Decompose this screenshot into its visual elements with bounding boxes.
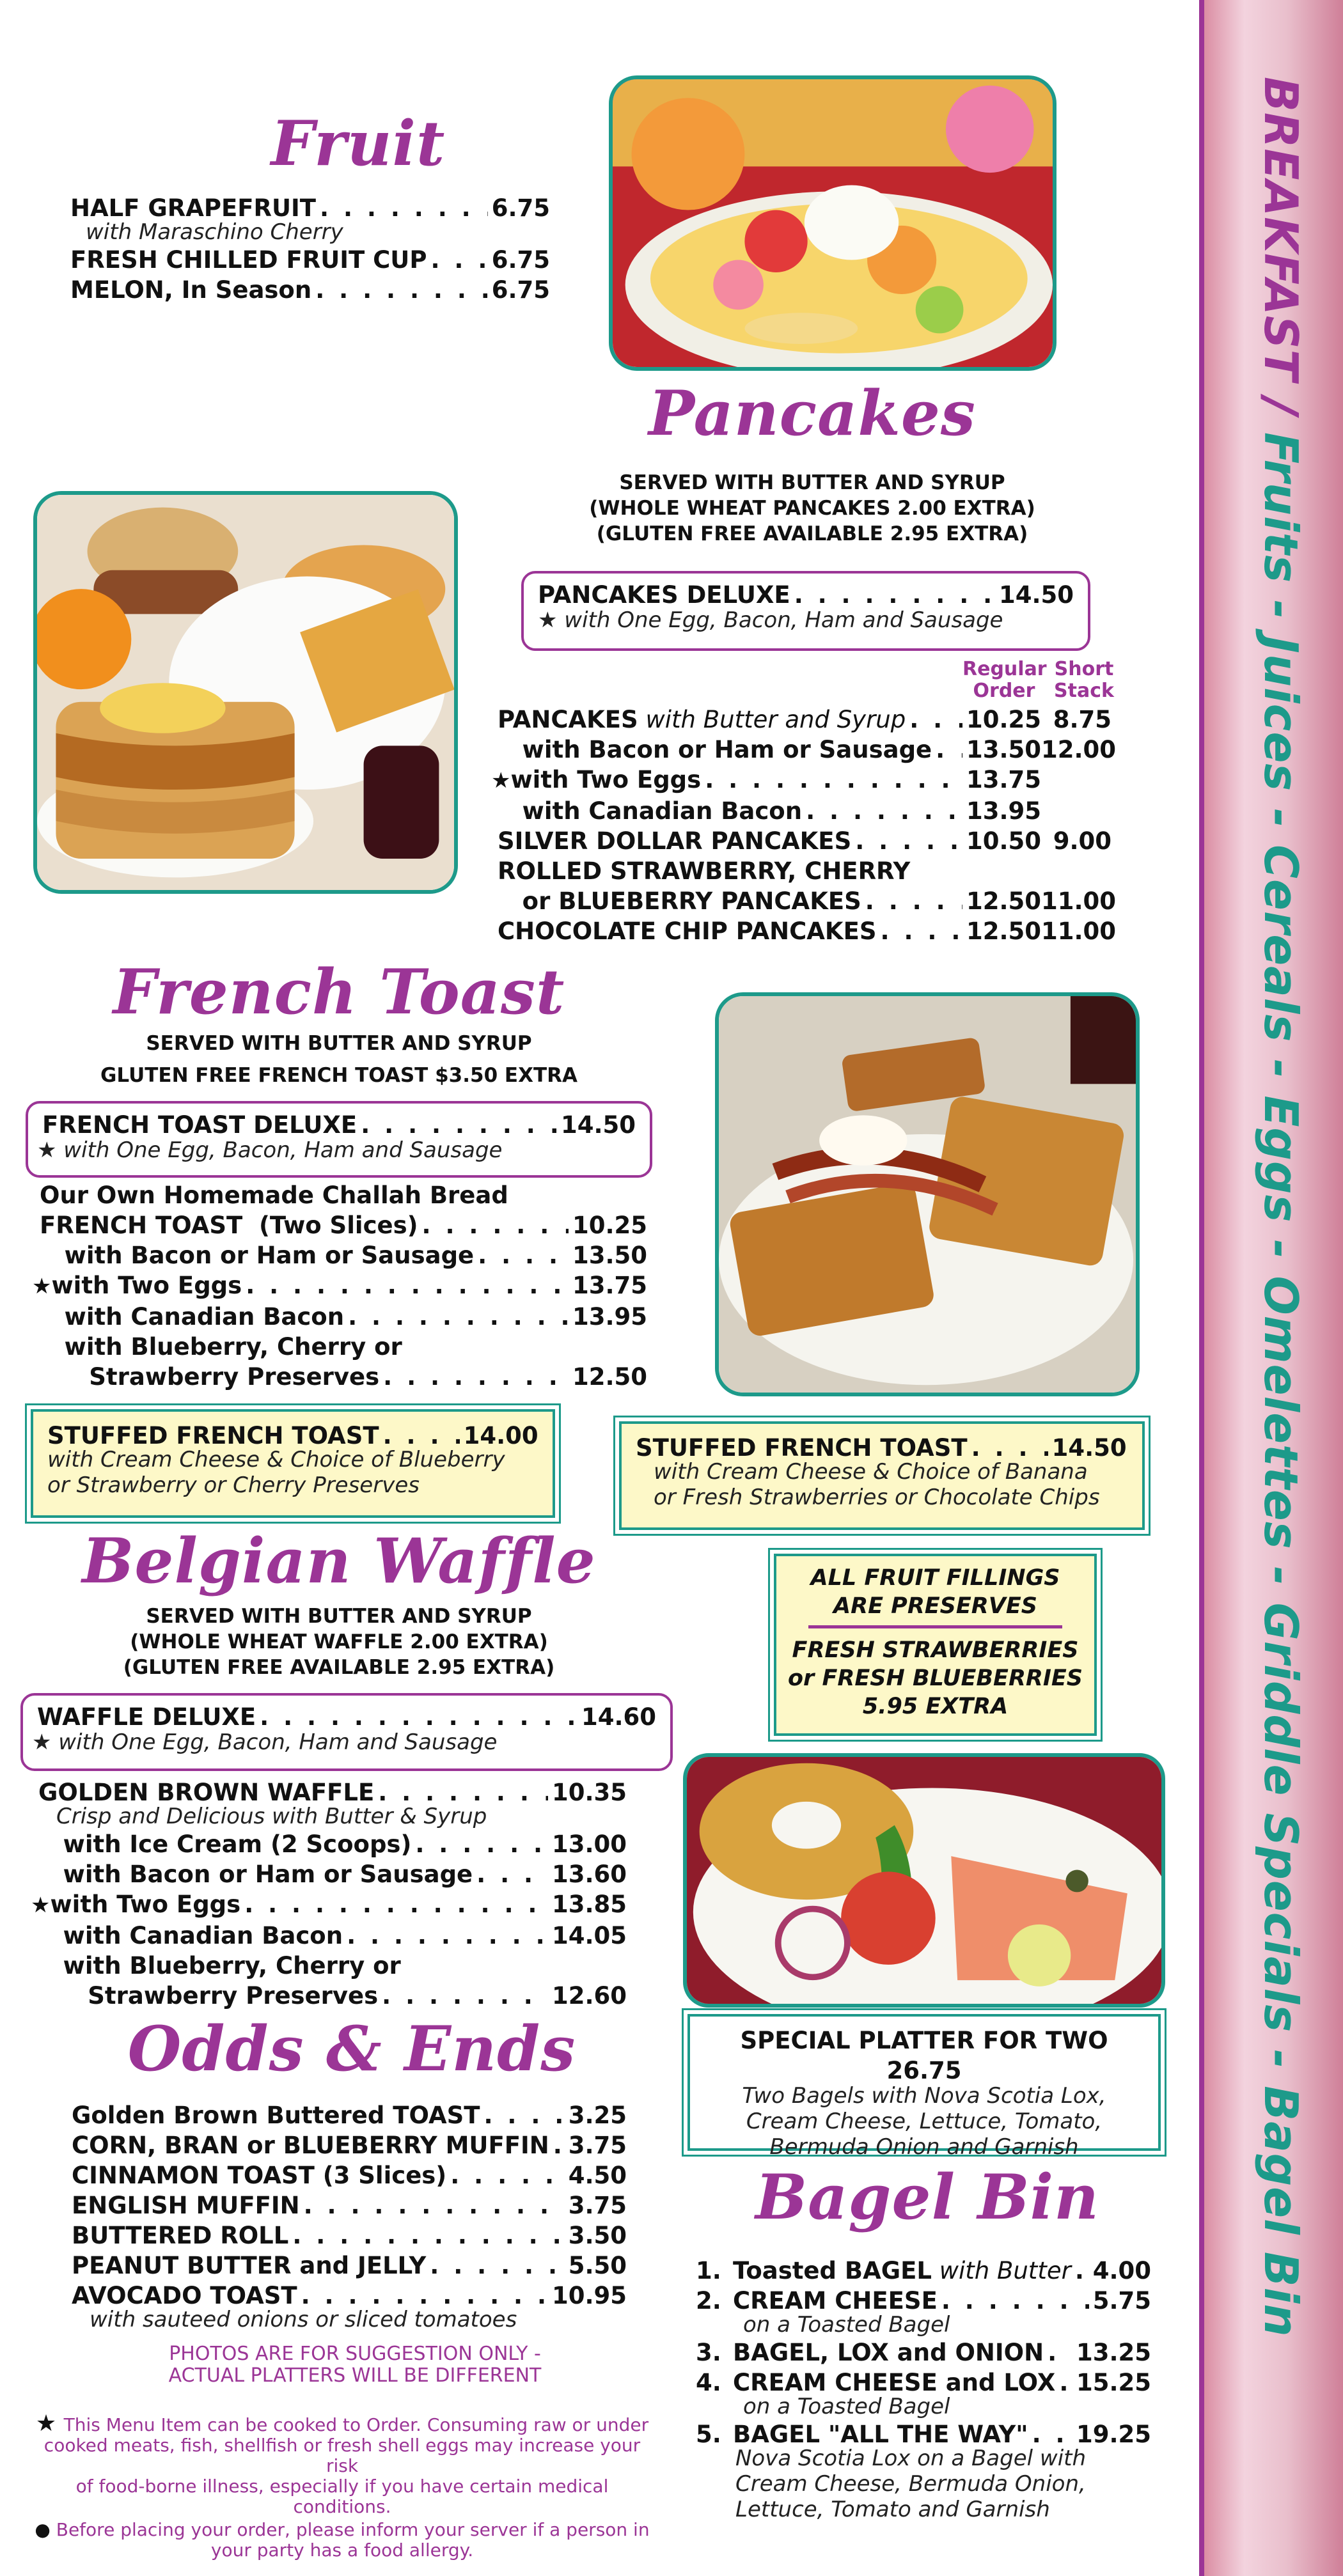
menu-item [32,1270,647,1302]
item-note: Two Bagels with Nova Scotia Lox, [742,2083,1106,2109]
item-price: 13.75 [966,766,1041,793]
item-price: 12.60 [551,1982,627,2010]
waffle-deluxe-box [20,1693,673,1771]
item-price: 13.50 [572,1242,647,1269]
fillings-line: or FRESH BLUEBERRIES [788,1666,1083,1691]
item-price: 4.00 [1092,2257,1151,2284]
star-icon: ★ [491,768,511,793]
item-note: Crisp and Delicious with Butter & Syrup [56,1804,487,1829]
item-name: ROLLED STRAWBERRY, CHERRY [498,857,911,885]
item-note: on a Toasted Bagel [743,2394,950,2419]
item-price: 6.75 [491,276,550,304]
item-name: BAGEL, LOX and ONION [733,2339,1044,2366]
menu-item [696,2338,1151,2368]
sidebar-heading-prefix: BREAKFAST / [1254,77,1308,416]
menu-item [40,1362,647,1392]
item-short-price: 11.00 [1041,917,1117,945]
sidebar-divider [1199,0,1204,2576]
menu-item [40,1302,647,1332]
item-price: 15.25 [1076,2369,1151,2396]
item-name: Golden Brown Buttered TOAST [72,2102,480,2129]
item-name: AVOCADO TOAST [72,2282,297,2309]
item-note: Cream Cheese, Bermuda Onion, [735,2471,1086,2497]
pancake-plate-photo [33,491,458,894]
menu-item [72,2221,627,2251]
pancakes-subtitle [563,470,1062,547]
star-icon: ★ [31,1893,51,1918]
item-note: Bermuda Onion and Garnish [769,2134,1079,2160]
menu-item [704,2026,1144,2086]
item-name: CINNAMON TOAST (3 Slices) [72,2162,447,2189]
french-toast-deluxe-box [26,1101,652,1178]
star-icon: ★ [538,607,565,633]
item-note: Lettuce, Tomato and Garnish [735,2497,1050,2522]
item-price: 14.50 [560,1111,636,1139]
item-number: 2. [696,2287,721,2314]
photos-disclaimer: PHOTOS ARE FOR SUGGESTION ONLY - ACTUAL PLATTERS WILL BE DIFFERENT [168,2343,542,2387]
french-toast-list [32,1180,647,1392]
menu-item [70,275,550,305]
item-price: 4.50 [568,2162,627,2189]
menu-item [38,1859,627,1889]
item-name: BAGEL "ALL THE WAY" [733,2421,1028,2448]
item-suffix: with Butter [931,2257,1071,2284]
bagel-list [696,2256,1151,2522]
odds-list [72,2100,627,2332]
item-name: MELON, In Season [70,276,312,304]
fruit-title: Fruit [271,107,446,180]
item-name: CHOCOLATE CHIP PANCAKES [498,917,877,945]
item-note: on a Toasted Bagel [743,2312,950,2338]
item-price: 10.50 [966,827,1041,855]
special-platter-box [687,2014,1161,2160]
french-toast-photo [715,992,1140,1396]
item-price: 10.95 [551,2282,627,2309]
item-short-price: 12.00 [1041,736,1117,763]
item-price: 14.05 [551,1922,627,1949]
subtitle-line: SERVED WITH BUTTER AND SYRUP [146,1605,532,1628]
star-icon: ★ [37,1137,64,1163]
item-name: or BLUEBERRY PANCAKES [498,887,861,915]
item-note: with sauteed onions or sliced tomatoes [90,2307,517,2332]
fruit-plate-photo [609,75,1056,371]
item-price: 3.75 [568,2132,627,2159]
col-regular-header: Regular Order [962,658,1047,702]
fillings-line: ARE PRESERVES [833,1593,1037,1619]
item-number: 4. [696,2369,721,2396]
item-name: with Canadian Bacon [40,1303,345,1331]
menu-item [31,1889,627,1921]
item-price: 14.60 [581,1703,656,1731]
item-short-price: 11.00 [1041,887,1117,915]
french-toast-title: French Toast [113,956,565,1028]
item-price: 5.75 [1092,2287,1151,2314]
item-name: with Bacon or Ham or Sausage [40,1242,475,1269]
menu-item [696,2286,1151,2316]
stuffed-french-toast-box-left [31,1409,555,1518]
item-name: PANCAKES [498,706,638,733]
item-note: ★ with One Egg, Bacon, Ham and Sausage [37,1137,503,1163]
subtitle-line: (GLUTEN FREE AVAILABLE 2.95 EXTRA) [123,1656,555,1679]
menu-item [38,1777,627,1807]
item-name: STUFFED FRENCH TOAST [636,1434,968,1462]
waffle-list [31,1777,627,2011]
item-name: with Blueberry, Cherry or [38,1952,401,1979]
item-note: with Cream Cheese & Choice of Banana [654,1459,1088,1485]
french-toast-subtitle [83,1031,595,1088]
item-price: 6.75 [491,246,550,274]
menu-item [696,2256,1151,2286]
food-safety-disclaimer: ★ This Menu Item can be cooked to Order. Consuming raw or under cooked meats, fish, shellfish or fresh shell eggs may increase your risk of food-borne illness, especially if you have certain medical conditions. ● Before placing your order, please inform your server if a person in your party has a food allergy. [35,2410,650,2561]
item-name: CREAM CHEESE and LOX [733,2369,1056,2396]
waffle-subtitle [83,1604,595,1680]
item-price: 13.85 [551,1891,627,1918]
item-price: 13.75 [572,1272,647,1299]
menu-item [491,765,1111,796]
item-name: Strawberry Preserves [38,1982,379,2010]
item-name: with Bacon or Ham or Sausage [498,736,932,763]
item-note: or Fresh Strawberries or Chocolate Chips [654,1485,1100,1510]
menu-item [696,2368,1151,2398]
item-name: CORN, BRAN or BLUEBERRY MUFFIN [72,2132,549,2159]
item-name: PANCAKES DELUXE [538,581,790,609]
bullet-icon: ● [35,2519,56,2540]
star-icon: ★ [35,2410,64,2437]
item-name: GOLDEN BROWN WAFFLE [38,1779,375,1806]
item-price: 13.00 [551,1831,627,1858]
item-note: Cream Cheese, Lettuce, Tomato, [746,2109,1103,2134]
menu-item [538,580,1074,610]
fillings-line: ALL FRUIT FILLINGS [810,1565,1060,1591]
item-price: 10.35 [551,1779,627,1806]
pancakes-title: Pancakes [648,377,976,449]
menu-item [498,886,1117,916]
waffle-title: Belgian Waffle [82,1525,596,1597]
menu-item [47,1421,538,1451]
fillings-divider [808,1625,1062,1628]
item-number: 3. [696,2339,721,2366]
item-note: ★ with One Egg, Bacon, Ham and Sausage [538,607,1003,633]
bagel-bin-title: Bagel Bin [755,2161,1099,2233]
menu-item [72,2130,627,2160]
item-name: SPECIAL PLATTER FOR TWO [740,2027,1108,2054]
item-price: 12.50 [966,887,1041,915]
menu-item [72,2281,627,2311]
menu-item [498,796,1111,826]
item-number: 5. [696,2421,721,2448]
item-name: Strawberry Preserves [40,1363,380,1391]
item-price: 14.50 [998,581,1074,609]
item-short-price: 9.00 [1053,827,1111,855]
subtitle-line: GLUTEN FREE FRENCH TOAST $3.50 EXTRA [100,1064,578,1087]
item-short-price: 8.75 [1053,706,1111,733]
item-price: 13.95 [966,797,1041,825]
item-price: 13.25 [1076,2339,1151,2366]
item-price: 13.50 [966,736,1041,763]
menu-item [636,1433,1128,1463]
item-name: with Ice Cream (2 Scoops) [38,1831,412,1858]
menu-item [498,826,1111,856]
menu-item [498,916,1117,946]
stuffed-french-toast-box-right [619,1421,1145,1530]
item-name: with Two Eggs [50,1891,241,1918]
subtitle-line: (WHOLE WHEAT WAFFLE 2.00 EXTRA) [130,1630,548,1653]
fruit-list [70,193,550,305]
menu-item [72,2100,627,2130]
item-suffix: with Butter and Syrup [638,706,906,733]
item-price: 19.25 [1076,2421,1151,2448]
item-price: 14.50 [1051,1434,1127,1462]
fillings-line: 5.95 EXTRA [862,1694,1009,1719]
fillings-box [774,1554,1097,1736]
odds-title: Odds & Ends [127,2013,576,2085]
menu-item [498,856,1111,886]
item-name: PEANUT BUTTER and JELLY [72,2252,427,2279]
item-name: Toasted BAGEL [733,2257,932,2284]
item-name: CREAM CHEESE [733,2287,938,2314]
menu-item [38,1829,627,1859]
item-number: 1. [696,2257,721,2284]
menu-intro: Our Own Homemade Challah Bread [40,1182,508,1209]
pancakes-list [491,705,1117,946]
item-price: 3.50 [568,2222,627,2249]
menu-item [40,1240,647,1270]
item-price: 5.50 [568,2252,627,2279]
item-name: FRESH CHILLED FRUIT CUP [70,246,427,274]
item-price: 3.25 [568,2102,627,2129]
item-price: 10.25 [966,706,1041,733]
fillings-line: FRESH STRAWBERRIES [792,1637,1079,1663]
item-name: with Two Eggs [51,1272,242,1299]
menu-item [72,2190,627,2221]
subtitle-line: SERVED WITH BUTTER AND SYRUP [619,471,1005,494]
item-note: with Cream Cheese & Choice of Blueberry [47,1447,505,1472]
subtitle-line: (GLUTEN FREE AVAILABLE 2.95 EXTRA) [596,522,1028,545]
item-name: FRENCH TOAST (Two Slices) [40,1212,418,1239]
menu-item [38,1981,627,2011]
item-name: with Canadian Bacon [38,1922,343,1949]
item-note: Nova Scotia Lox on a Bagel with [735,2446,1087,2471]
sidebar-heading-categories: Fruits - Juices - Cereals - Eggs - Omelettes - Griddle Specials - Bagel Bin [1254,415,1308,2338]
item-note: ★ with One Egg, Bacon, Ham and Sausage [32,1729,498,1755]
menu-item [38,1921,627,1951]
menu-item [70,245,550,275]
menu-item [72,2251,627,2281]
menu-item [72,2160,627,2190]
item-price: 13.60 [551,1861,627,1888]
item-name: with Bacon or Ham or Sausage [38,1861,473,1888]
item-price: 14.00 [463,1422,538,1449]
subtitle-line: (WHOLE WHEAT PANCAKES 2.00 EXTRA) [589,497,1035,520]
menu-item [37,1702,656,1732]
bagel-lox-photo [683,1753,1165,2008]
menu-item [498,705,1111,735]
sidebar-heading [1237,77,1308,2506]
star-icon: ★ [32,1274,52,1299]
menu-item [38,1951,627,1981]
item-name: SILVER DOLLAR PANCAKES [498,827,852,855]
col-short-header: Short Stack [1054,658,1114,702]
item-name: with Blueberry, Cherry or [40,1333,402,1361]
item-name: HALF GRAPEFRUIT [70,194,317,222]
item-price: 12.50 [966,917,1041,945]
menu-item [42,1110,636,1140]
item-name: ENGLISH MUFFIN [72,2192,300,2219]
item-name: with Two Eggs [510,766,702,793]
item-price: 26.75 [886,2057,962,2084]
item-name: WAFFLE DELUXE [37,1703,256,1731]
item-name: FRENCH TOAST DELUXE [42,1111,357,1139]
item-name: with Canadian Bacon [498,797,803,825]
star-icon: ★ [32,1729,59,1755]
item-note: or Strawberry or Cherry Preserves [47,1472,420,1498]
item-price: 3.75 [568,2192,627,2219]
menu-item [40,1210,647,1240]
menu-item [40,1332,647,1362]
menu-item [696,2419,1151,2449]
menu-item [70,193,550,223]
item-price: 12.50 [572,1363,647,1391]
item-name: BUTTERED ROLL [72,2222,289,2249]
subtitle-line: SERVED WITH BUTTER AND SYRUP [146,1032,532,1055]
item-price: 13.95 [572,1303,647,1331]
item-price: 10.25 [572,1212,647,1239]
item-name: STUFFED FRENCH TOAST [47,1422,379,1449]
item-price: 6.75 [491,194,550,222]
menu-item [498,735,1117,765]
pancakes-deluxe-box [521,571,1090,651]
item-note: with Maraschino Cherry [86,219,343,245]
